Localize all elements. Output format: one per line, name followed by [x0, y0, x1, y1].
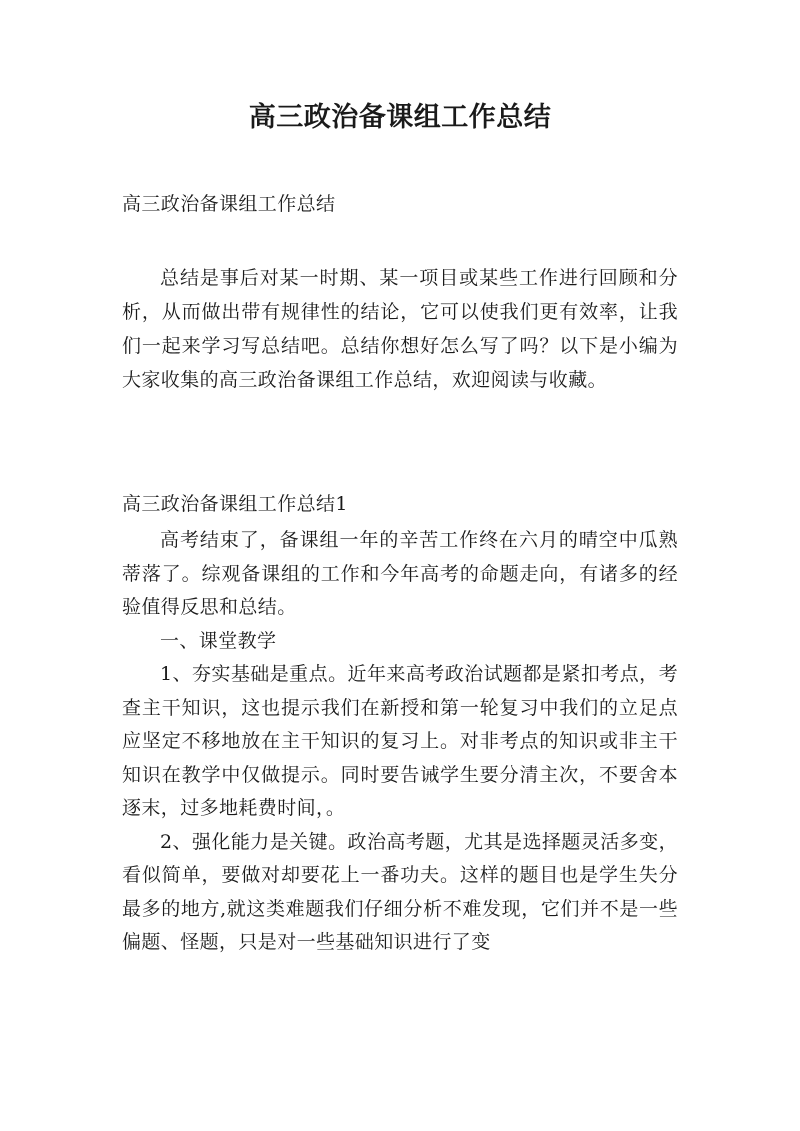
paragraph-point-1: 1、夯实基础是重点。近年来高考政治试题都是紧扣考点，考查主干知识，这也提示我们在新授和第一轮复习中我们的立足点应坚定不移地放在主干知识的复习上。对非考点的知识或非主干知识在教学中仅做提示。同时要告诫学生要分清主次，不要舍本逐末，过多地耗费时间，。	[122, 663, 678, 819]
document-subtitle: 高三政治备课组工作总结	[122, 193, 336, 215]
section-heading: 高三政治备课组工作总结1	[122, 493, 348, 515]
paragraph-opening: 高考结束了，备课组一年的辛苦工作终在六月的晴空中瓜熟蒂落了。综观备课组的工作和今年高考的命题走向，有诸多的经验值得反思和总结。	[122, 529, 678, 618]
intro-block	[122, 261, 678, 397]
document-title: 高三政治备课组工作总结	[248, 102, 552, 133]
paragraph-heading-classroom: 一、课堂教学	[160, 629, 277, 652]
paragraph-point-2: 2、强化能力是关键。政治高考题，尤其是选择题灵活多变，看似简单，要做对却要花上一番功夫。这样的题目也是学生失分最多的地方,就这类难题我们仔细分析不难发现，它们并不是一些偏题、怪题，只是对一些基础知识进行了变	[122, 830, 678, 953]
intro-paragraph: 总结是事后对某一时期、某一项目或某些工作进行回顾和分析，从而做出带有规律性的结论，它可以使我们更有效率，让我们一起来学习写总结吧。总结你想好怎么写了吗？以下是小编为大家收集的高三政治备课组工作总结，欢迎阅读与收藏。	[122, 267, 678, 391]
section-body	[122, 524, 678, 960]
